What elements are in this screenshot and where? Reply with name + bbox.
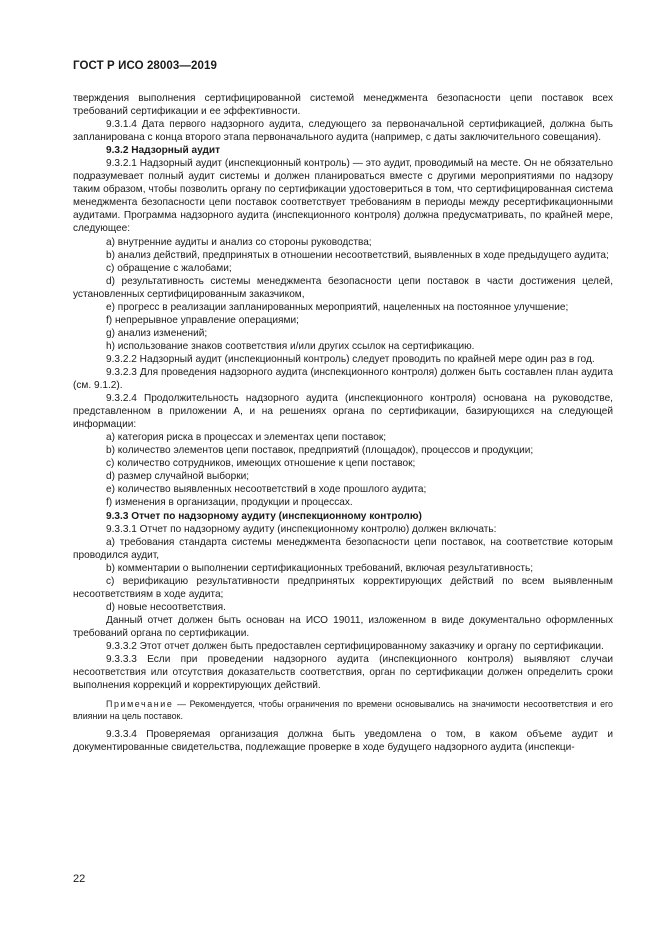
paragraph: a) внутренние аудиты и анализ со стороны руководства;: [106, 236, 372, 248]
page-number: 22: [73, 873, 86, 885]
section-heading: 9.3.3 Отчет по надзорному аудиту (инспекционному контролю): [106, 510, 422, 522]
paragraph: Данный отчет должен быть основан на ИСО 19011, изложенном в виде документально оформленных требований органа по сертификации.: [73, 614, 613, 639]
paragraph: e) прогресс в реализации запланированных мероприятий, нацеленных на постоянное улучшение;: [106, 301, 569, 313]
paragraph: 9.3.2.2 Надзорный аудит (инспекционный контроль) следует проводить по крайней мере один раз в год.: [106, 353, 595, 365]
paragraph: g) анализ изменений;: [106, 327, 208, 339]
paragraph: b) анализ действий, предпринятых в отношении несоответствий, выявленных в ходе предыдущего аудита;: [106, 249, 609, 261]
paragraph: 9.3.3.3 Если при проведении надзорного аудита (инспекционного контроля) выявляют случаи несоответствия или отсутствия доказательств соответствия, орган по сертификации должен определить сроки выполнения коррекций и корректирующих действий.: [73, 654, 613, 692]
document-body: [73, 92, 613, 754]
paragraph: e) количество выявленных несоответствий в ходе прошлого аудита;: [106, 484, 427, 496]
paragraph: h) использование знаков соответствия и/или других ссылок на сертификацию.: [106, 340, 475, 352]
paragraph: a) категория риска в процессах и элементах цепи поставок;: [106, 432, 387, 444]
paragraph: 9.3.1.4 Дата первого надзорного аудита, следующего за первоначальной сертификацией, должна быть запланирована с конца второго этапа первоначального аудита (например, с даты заключительного совещания).: [73, 119, 613, 144]
final-paragraph: 9.3.3.4 Проверяемая организация должна быть уведомлена о том, в каком объеме аудит и документированные свидетельства, подлежащие проверке в ходе будущего надзорного аудита (инспекци-: [73, 729, 613, 754]
paragraph: c) обращение с жалобами;: [106, 262, 232, 274]
paragraph: b) комментарии о выполнении сертификационных требований, включая результативность;: [106, 562, 534, 574]
note-text: — Рекомендуется, чтобы ограничения по времени основывались на значимости несоответствия и его влиянии на цель поставок.: [73, 699, 613, 722]
paragraph: f) изменения в организации, продукции и процессах.: [106, 497, 353, 509]
paragraph: c) верификацию результативности предпринятых корректирующих действий по всем выявленным несоответствиям в ходе аудита;: [73, 575, 613, 600]
note-label: Примечание: [106, 699, 174, 710]
paragraph: b) количество элементов цепи поставок, предприятий (площадок), процессов и продукции;: [106, 445, 534, 457]
paragraph: d) результативность системы менеджмента безопасности цепи поставок в части достижения целей, установленных сертифицированным заказчиком,: [73, 275, 613, 300]
paragraph: f) непрерывное управление операциями;: [106, 314, 299, 326]
standard-header: ГОСТ Р ИСО 28003—2019: [73, 60, 218, 72]
paragraph: d) новые несоответствия.: [106, 601, 226, 613]
paragraph-list: [73, 92, 613, 692]
paragraph: d) размер случайной выборки;: [106, 471, 250, 483]
paragraph: a) требования стандарта системы менеджмента безопасности цепи поставок, на соответствие которым проводился аудит,: [73, 536, 613, 561]
paragraph: 9.3.2.1 Надзорный аудит (инспекционный контроль) — это аудит, проводимый на месте. Он не обязательно подразумевает полный аудит системы и должен планироваться вместе с другими мероприятиями по надзору таким образом, чтобы позволить органу по сертификации удостовериться в том, что сертифицированная система менеджмента безопасности цепи поставок соответствует требованиям в периоды между ресертификационными аудитами. Программа надзорного аудита (инспекционного контроля) должна предусматривать, по крайней мере, следующее:: [73, 158, 613, 235]
paragraph: 9.3.2.4 Продолжительность надзорного аудита (инспекционного контроля) основана на руководстве, представленном в приложении А, и на решениях органа по сертификации, базирующихся на следующей информации:: [73, 393, 613, 431]
note-paragraph: [73, 698, 613, 722]
paragraph: 9.3.3.2 Этот отчет должен быть предоставлен сертифицированному заказчику и органу по сертификации.: [106, 640, 604, 652]
paragraph: 9.3.2.3 Для проведения надзорного аудита (инспекционного контроля) должен быть составлен план аудита (см. 9.1.2).: [73, 366, 613, 392]
paragraph: c) количество сотрудников, имеющих отношение к цепи поставок;: [106, 458, 416, 470]
section-heading: 9.3.2 Надзорный аудит: [106, 145, 221, 157]
paragraph: тверждения выполнения сертифицированной системой менеджмента безопасности цепи поставок всех требований сертификации и ее эффективности.: [73, 93, 613, 118]
paragraph: 9.3.3.1 Отчет по надзорному аудиту (инспекционному контролю) должен включать:: [106, 523, 497, 535]
